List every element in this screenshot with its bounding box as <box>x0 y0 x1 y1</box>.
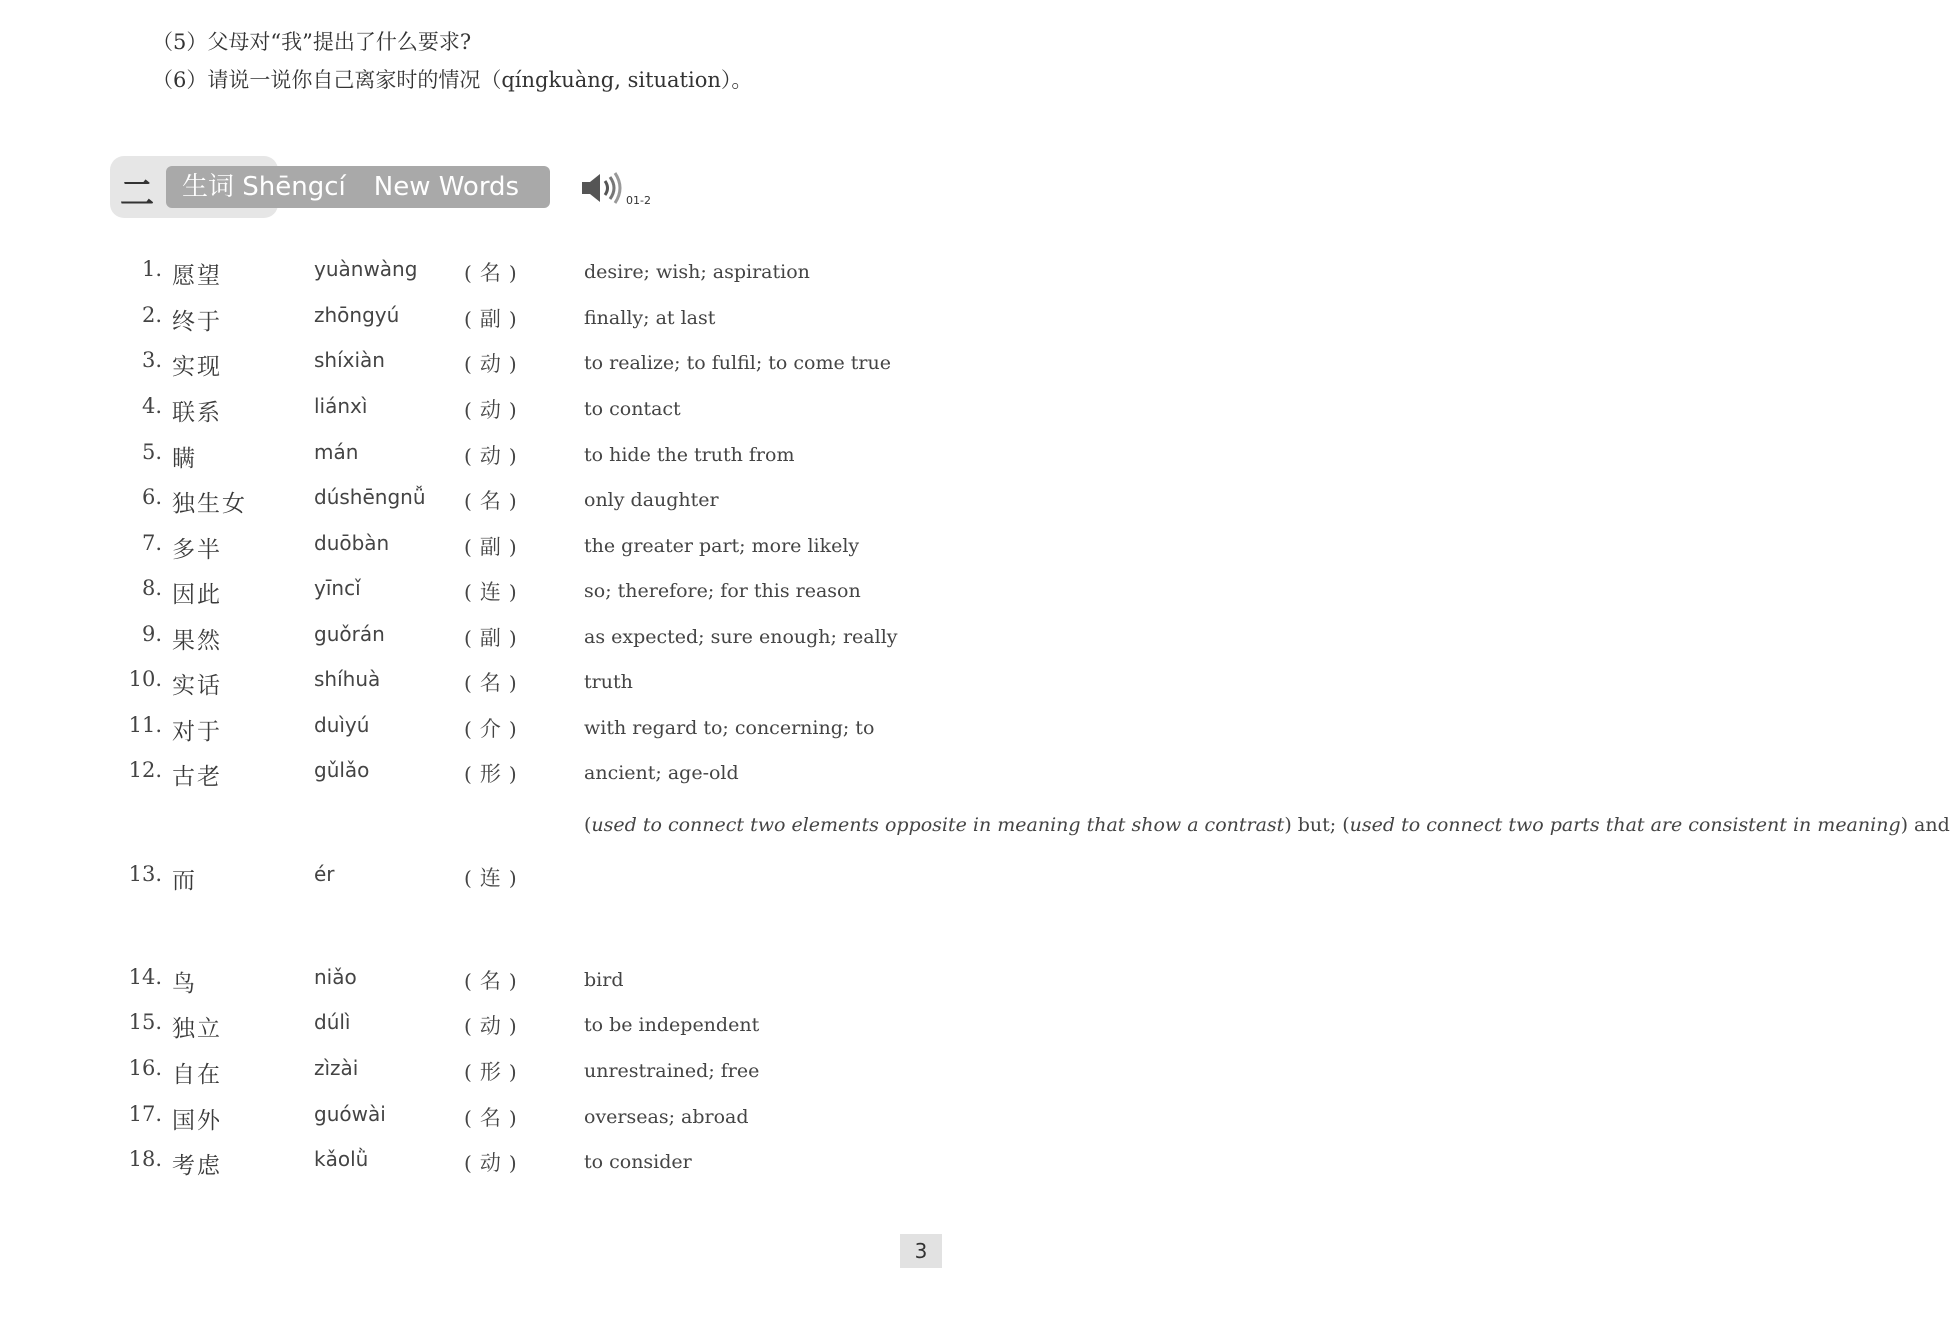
vocab-definition: ancient; age-old <box>584 762 739 784</box>
vocab-part-of-speech: ( 名 ) <box>464 965 517 995</box>
vocab-hanzi: 国外 <box>172 1108 222 1134</box>
vocab-number: 7. <box>141 531 162 555</box>
vocab-part-of-speech: ( 形 ) <box>464 758 517 788</box>
vocab-hanzi: 多半 <box>172 537 222 563</box>
vocab-hanzi: 因此 <box>172 582 222 608</box>
vocab-number: 12. <box>128 758 162 782</box>
vocab-part-of-speech: ( 名 ) <box>464 667 517 697</box>
definition-usage-note: used to connect two elements opposite in meaning that show a contrast <box>591 814 1285 836</box>
vocab-row <box>0 257 1024 287</box>
section-number: 二 <box>120 174 154 214</box>
vocab-row <box>0 1010 1024 1040</box>
vocab-part-of-speech: ( 介 ) <box>464 713 517 743</box>
section-title-zh: 生词 Shēngcí <box>182 172 346 202</box>
question-5: （5）父母对“我”提出了什么要求? <box>152 30 472 54</box>
vocab-row <box>0 758 1024 788</box>
vocab-pinyin: shíhuà <box>314 667 381 691</box>
vocab-pos-label: 介 <box>479 717 501 741</box>
vocab-part-of-speech: ( 动 ) <box>464 440 517 470</box>
vocab-part-of-speech: ( 名 ) <box>464 1102 517 1132</box>
vocab-pinyin: mán <box>314 440 359 464</box>
vocab-definition: to hide the truth from <box>584 444 795 466</box>
vocab-definition: bird <box>584 969 624 991</box>
vocab-number: 5. <box>141 440 162 464</box>
vocab-row <box>0 1147 1024 1177</box>
vocab-pos-label: 名 <box>479 489 501 513</box>
vocab-pos-label: 副 <box>479 535 501 559</box>
vocab-definition: to consider <box>584 1151 692 1173</box>
vocab-definition: unrestrained; free <box>584 1060 760 1082</box>
vocab-pinyin: guǒrán <box>314 622 385 646</box>
vocab-part-of-speech: ( 动 ) <box>464 1010 517 1040</box>
vocab-definition: to contact <box>584 398 681 420</box>
vocab-hanzi: 瞒 <box>172 446 197 472</box>
definition-text: ) but; ( <box>1284 814 1350 836</box>
vocab-definition: so; therefore; for this reason <box>584 580 861 602</box>
vocab-number: 4. <box>141 394 162 418</box>
vocab-pos-label: 名 <box>479 261 501 285</box>
vocab-definition: finally; at last <box>584 307 716 329</box>
vocab-number: 15. <box>128 1010 162 1034</box>
vocab-pinyin: guówài <box>314 1102 386 1126</box>
vocab-part-of-speech: ( 副 ) <box>464 531 517 561</box>
vocab-hanzi: 独生女 <box>172 491 247 517</box>
vocab-pinyin: niǎo <box>314 965 357 989</box>
vocab-row <box>0 440 1024 470</box>
vocab-hanzi: 对于 <box>172 719 222 745</box>
vocab-hanzi: 古老 <box>172 764 222 790</box>
page-number: 3 <box>900 1234 942 1268</box>
vocab-definition: to realize; to fulfil; to come true <box>584 352 891 374</box>
vocab-pinyin: dúshēngnǚ <box>314 485 426 509</box>
vocab-part-of-speech: ( 名 ) <box>464 257 517 287</box>
vocab-number: 3. <box>141 348 162 372</box>
vocab-definition: the greater part; more likely <box>584 535 860 557</box>
definition-usage-note: used to connect two parts that are consistent in meaning <box>1349 814 1901 836</box>
speaker-icon <box>578 168 624 208</box>
vocab-pos-label: 名 <box>479 969 501 993</box>
vocab-definition: overseas; abroad <box>584 1106 749 1128</box>
vocab-number: 8. <box>141 576 162 600</box>
vocab-row <box>0 1056 1024 1086</box>
vocab-pos-label: 形 <box>479 1060 501 1084</box>
vocab-pos-label: 动 <box>479 1014 501 1038</box>
definition-text: ( <box>584 814 592 836</box>
vocab-hanzi: 果然 <box>172 628 222 654</box>
vocab-definition: only daughter <box>584 489 719 511</box>
vocab-hanzi: 实现 <box>172 354 222 380</box>
vocab-pos-label: 副 <box>479 626 501 650</box>
vocab-number: 18. <box>128 1147 162 1171</box>
vocab-row <box>0 1102 1024 1132</box>
vocab-pinyin: zìzài <box>314 1056 359 1080</box>
vocab-pos-label: 连 <box>479 580 501 604</box>
vocab-definition <box>584 810 1950 841</box>
audio-button[interactable] <box>578 168 658 212</box>
vocab-row <box>0 303 1024 333</box>
vocab-row <box>0 814 1950 894</box>
vocab-part-of-speech: ( 名 ) <box>464 485 517 515</box>
vocab-number: 16. <box>128 1056 162 1080</box>
vocab-pos-label: 名 <box>479 1106 501 1130</box>
question-6: （6）请说一说你自己离家时的情况（qíngkuàng, situation）。 <box>152 68 753 92</box>
vocab-hanzi: 实话 <box>172 673 222 699</box>
vocab-definition: as expected; sure enough; really <box>584 626 898 648</box>
vocab-hanzi: 愿望 <box>172 263 222 289</box>
vocab-number: 17. <box>128 1102 162 1126</box>
vocab-pinyin: duìyú <box>314 713 370 737</box>
vocab-part-of-speech: ( 副 ) <box>464 303 517 333</box>
vocab-pinyin: liánxì <box>314 394 368 418</box>
vocab-row <box>0 531 1024 561</box>
vocab-definition: to be independent <box>584 1014 760 1036</box>
vocab-number: 1. <box>141 257 162 281</box>
vocab-hanzi: 自在 <box>172 1062 222 1088</box>
vocab-hanzi: 鸟 <box>172 971 197 997</box>
vocab-part-of-speech: ( 连 ) <box>464 576 517 606</box>
vocab-definition: truth <box>584 671 633 693</box>
vocab-pos-label: 连 <box>479 866 501 890</box>
vocab-part-of-speech: ( 动 ) <box>464 348 517 378</box>
vocab-pinyin: kǎolǜ <box>314 1147 369 1171</box>
vocab-pinyin: zhōngyú <box>314 303 400 327</box>
vocab-hanzi: 联系 <box>172 400 222 426</box>
vocab-row <box>0 348 1024 378</box>
vocab-hanzi: 终于 <box>172 309 222 335</box>
vocab-number: 10. <box>128 667 162 691</box>
vocab-hanzi: 考虑 <box>172 1153 222 1179</box>
vocab-pos-label: 动 <box>479 444 501 468</box>
vocab-number: 2. <box>141 303 162 327</box>
vocab-pos-label: 动 <box>479 398 501 422</box>
vocab-pinyin: dúlì <box>314 1010 351 1034</box>
vocab-part-of-speech: ( 形 ) <box>464 1056 517 1086</box>
vocab-hanzi: 而 <box>172 868 197 894</box>
vocab-number: 13. <box>128 862 162 886</box>
vocab-row <box>0 485 1024 515</box>
vocab-row <box>0 667 1024 697</box>
vocab-number: 6. <box>141 485 162 509</box>
vocab-pinyin: duōbàn <box>314 531 390 555</box>
vocab-number: 9. <box>141 622 162 646</box>
vocab-pos-label: 动 <box>479 352 501 376</box>
vocab-pinyin: shíxiàn <box>314 348 385 372</box>
vocab-pinyin: yīncǐ <box>314 576 361 600</box>
vocab-pos-label: 名 <box>479 671 501 695</box>
section-header <box>110 156 570 218</box>
vocab-pos-label: 形 <box>479 762 501 786</box>
definition-text: ) and <box>1900 814 1950 836</box>
vocab-number: 11. <box>128 713 162 737</box>
vocab-part-of-speech: ( 动 ) <box>464 1147 517 1177</box>
section-title-en: New Words <box>373 172 520 202</box>
vocab-row <box>0 576 1024 606</box>
vocab-part-of-speech: ( 动 ) <box>464 394 517 424</box>
vocab-row <box>0 622 1024 652</box>
vocab-row <box>0 713 1024 743</box>
vocab-row <box>0 965 1024 995</box>
vocab-part-of-speech: ( 副 ) <box>464 622 517 652</box>
vocab-pos-label: 动 <box>479 1151 501 1175</box>
vocab-number: 14. <box>128 965 162 989</box>
vocab-row <box>0 394 1024 424</box>
vocab-pinyin: yuànwàng <box>314 257 418 281</box>
vocab-pos-label: 副 <box>479 307 501 331</box>
section-title <box>166 166 550 208</box>
vocab-definition: with regard to; concerning; to <box>584 717 875 739</box>
vocab-part-of-speech: ( 连 ) <box>464 862 517 892</box>
vocab-definition: desire; wish; aspiration <box>584 261 810 283</box>
vocab-pinyin: gǔlǎo <box>314 758 370 782</box>
audio-track-number: 01-2 <box>626 194 651 207</box>
vocab-pinyin: ér <box>314 862 335 886</box>
vocab-hanzi: 独立 <box>172 1016 222 1042</box>
